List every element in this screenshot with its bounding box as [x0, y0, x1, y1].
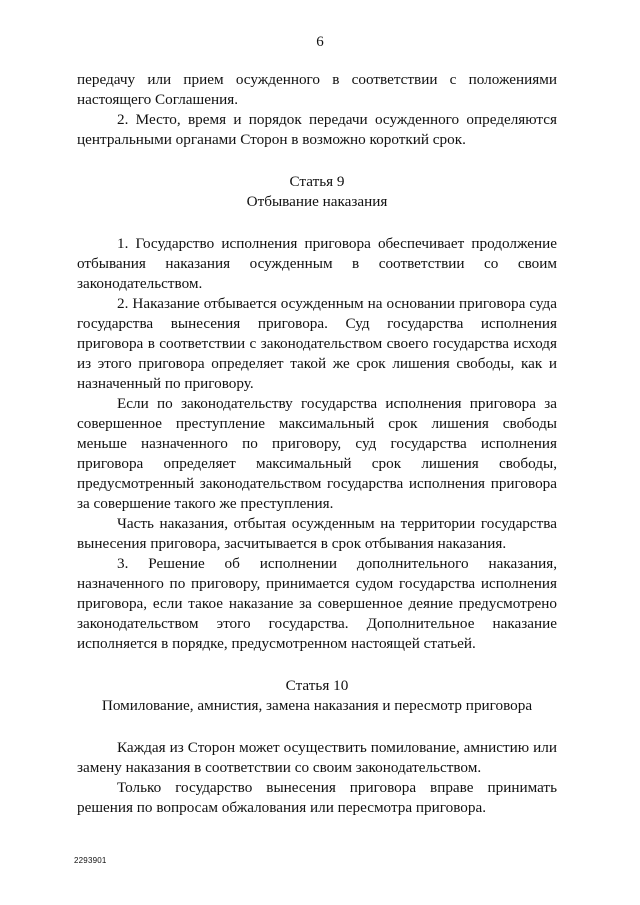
article-9-number: Статья 9 [289, 173, 345, 190]
paragraph: 2. Место, время и порядок передачи осужденного определяются центральными органами Сторон в возможно короткий срок. [77, 111, 557, 148]
article-9-paragraph-5: 3. Решение об исполнении дополнительного наказания, назначенного по приговору, принимается судом государства исполнения приговора, если такое наказание за совершенное деяние предусмотрено законодательством этого государства. Дополнительное наказание исполняется в порядке, предусмотренном настоящей статьей. [77, 555, 557, 652]
article-9-title: Отбывание наказания [246, 193, 388, 210]
article-9-paragraph-1: 1. Государство исполнения приговора обеспечивает продолжение отбывания наказания осужденным в соответствии со своим законодательством. [77, 235, 557, 292]
paragraph-continuation: передачу или прием осужденного в соответствии с положениями настоящего Соглашения. [77, 71, 557, 108]
article-10-title: Помилование, амнистия, замена наказания и пересмотр приговора [101, 697, 533, 714]
page-number: 6 [316, 34, 324, 50]
article-9-paragraph-2: 2. Наказание отбывается осужденным на основании приговора суда государства вынесения приговора. Суд государства исполнения приговора в соответствии с законодательством своего государства исходя из этого приговора определяет такой же срок лишения свободы, как и назначенный по приговору. [77, 295, 557, 392]
document-body [77, 70, 557, 818]
article-10-heading-block [77, 676, 557, 716]
article-10-paragraph-2: Только государство вынесения приговора вправе принимать решения по вопросам обжалования или пересмотра приговора. [77, 779, 557, 816]
article-9-heading-block [77, 172, 557, 212]
document-id: 2293901 [74, 856, 107, 865]
article-10-paragraph-1: Каждая из Сторон может осуществить помилование, амнистию или замену наказания в соответствии со своим законодательством. [77, 739, 557, 776]
article-10-number: Статья 10 [285, 677, 349, 694]
article-9-paragraph-3: Если по законодательству государства исполнения приговора за совершенное преступление максимальный срок лишения свободы меньше назначенного по приговору, суд государства исполнения приговора определяет максимальный срок лишения свободы, предусмотренный законодательством государства исполнения приговора за совершение такого же преступления. [77, 395, 557, 512]
article-9-paragraph-4: Часть наказания, отбытая осужденным на территории государства вынесения приговора, засчитывается в срок отбывания наказания. [77, 515, 557, 552]
